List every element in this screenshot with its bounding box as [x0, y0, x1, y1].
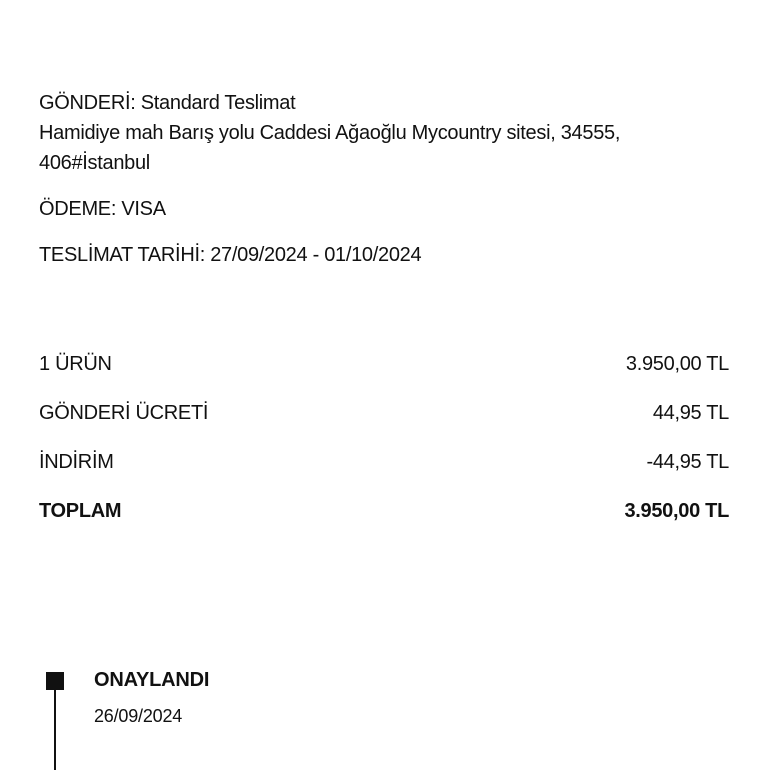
timeline-step-status: ONAYLANDI [94, 669, 210, 691]
order-status-timeline [46, 669, 446, 768]
timeline-step-date: 26/09/2024 [94, 706, 183, 726]
summary-row-items [39, 340, 729, 389]
summary-row-label: İNDİRİM [39, 451, 114, 473]
timeline-connector [54, 690, 56, 770]
order-summary [39, 340, 729, 536]
summary-row-total [39, 487, 729, 536]
shipping-method: GÖNDERİ: Standard Teslimat [39, 92, 296, 114]
summary-total-value: 3.950,00 TL [624, 500, 729, 522]
timeline-marker-icon [46, 672, 64, 690]
shipping-address-line-1: Hamidiye mah Barış yolu Caddesi Ağaoğlu Mycountry sitesi, 34555, [39, 122, 621, 144]
delivery-date: TESLİMAT TARİHİ: 27/09/2024 - 01/10/2024 [39, 244, 422, 266]
summary-row-value: 3.950,00 TL [625, 353, 729, 375]
summary-row-discount [39, 438, 729, 487]
summary-row-shipping-fee [39, 389, 729, 438]
shipping-info [39, 88, 729, 270]
summary-row-value: 44,95 TL [652, 402, 729, 424]
summary-row-value: -44,95 TL [646, 451, 729, 473]
summary-row-label: 1 ÜRÜN [39, 353, 112, 375]
shipping-address-line-2: 406#İstanbul [39, 152, 150, 174]
summary-row-label: GÖNDERİ ÜCRETİ [39, 402, 209, 424]
payment-method: ÖDEME: VISA [39, 198, 166, 220]
summary-total-label: TOPLAM [39, 500, 122, 522]
